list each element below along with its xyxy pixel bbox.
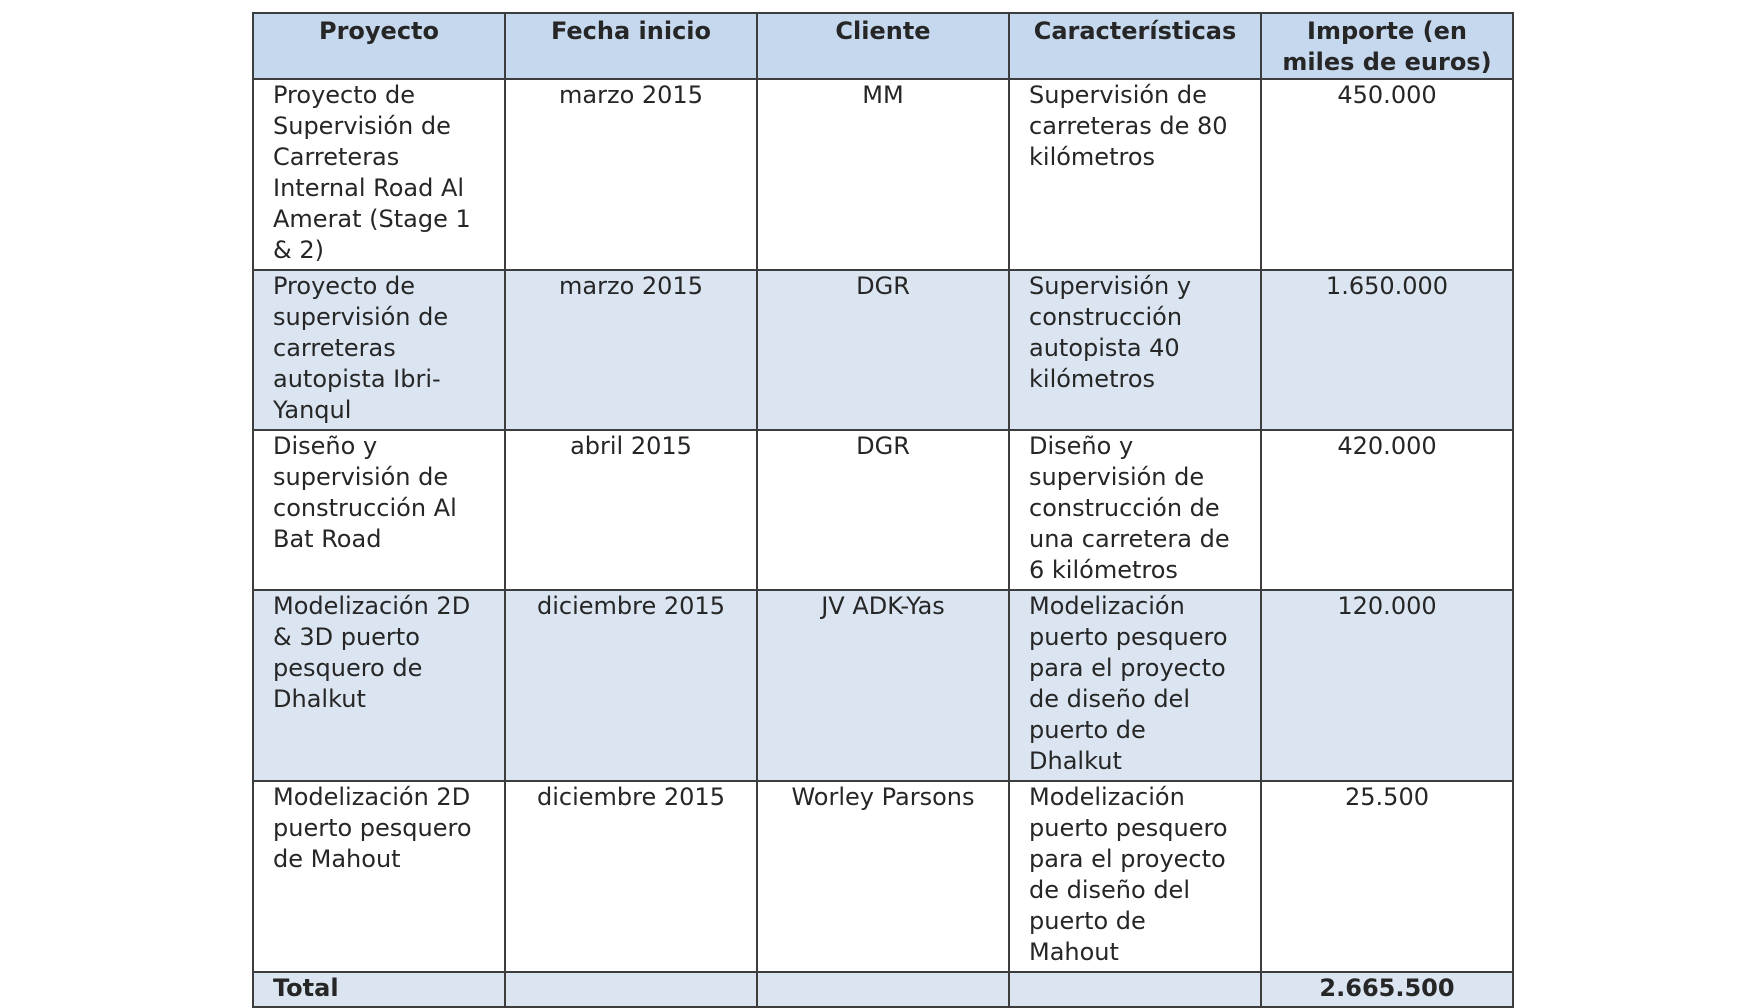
cell-cliente: DGR [757,430,1009,590]
cell-fecha-inicio: diciembre 2015 [505,590,757,781]
cell-cliente: JV ADK-Yas [757,590,1009,781]
table-body [253,79,1513,1007]
cell-cliente: MM [757,79,1009,270]
cell-caracteristicas: Supervisión de carreteras de 80 kilómetros [1009,79,1261,270]
total-empty-cell [757,972,1009,1007]
cell-importe: 450.000 [1261,79,1513,270]
projects-table-container [252,12,1512,1008]
cell-fecha-inicio: diciembre 2015 [505,781,757,972]
cell-caracteristicas: Supervisión y construcción autopista 40 kilómetros [1009,270,1261,430]
cell-importe: 1.650.000 [1261,270,1513,430]
table-row [253,270,1513,430]
cell-cliente: DGR [757,270,1009,430]
total-row [253,972,1513,1007]
table-row [253,430,1513,590]
cell-caracteristicas: Modelización puerto pesquero para el proyecto de diseño del puerto de Dhalkut [1009,590,1261,781]
total-empty-cell [505,972,757,1007]
header-cliente: Cliente [757,13,1009,79]
header-row [253,13,1513,79]
cell-fecha-inicio: marzo 2015 [505,79,757,270]
cell-proyecto: Proyecto de Supervisión de Carreteras Internal Road Al Amerat (Stage 1 & 2) [253,79,505,270]
cell-proyecto: Modelización 2D & 3D puerto pesquero de Dhalkut [253,590,505,781]
table-row [253,79,1513,270]
cell-proyecto: Modelización 2D puerto pesquero de Mahout [253,781,505,972]
table-row [253,781,1513,972]
cell-importe: 120.000 [1261,590,1513,781]
cell-fecha-inicio: marzo 2015 [505,270,757,430]
cell-proyecto: Proyecto de supervisión de carreteras autopista Ibri-Yanqul [253,270,505,430]
total-empty-cell [1009,972,1261,1007]
cell-proyecto: Diseño y supervisión de construcción Al Bat Road [253,430,505,590]
header-importe: Importe (en miles de euros) [1261,13,1513,79]
table-header [253,13,1513,79]
cell-importe: 25.500 [1261,781,1513,972]
header-proyecto: Proyecto [253,13,505,79]
header-fecha-inicio: Fecha inicio [505,13,757,79]
table-row [253,590,1513,781]
total-importe: 2.665.500 [1261,972,1513,1007]
total-label: Total [253,972,505,1007]
cell-caracteristicas: Modelización puerto pesquero para el proyecto de diseño del puerto de Mahout [1009,781,1261,972]
cell-cliente: Worley Parsons [757,781,1009,972]
cell-importe: 420.000 [1261,430,1513,590]
header-caracteristicas: Características [1009,13,1261,79]
cell-caracteristicas: Diseño y supervisión de construcción de una carretera de 6 kilómetros [1009,430,1261,590]
projects-table [252,12,1514,1008]
cell-fecha-inicio: abril 2015 [505,430,757,590]
